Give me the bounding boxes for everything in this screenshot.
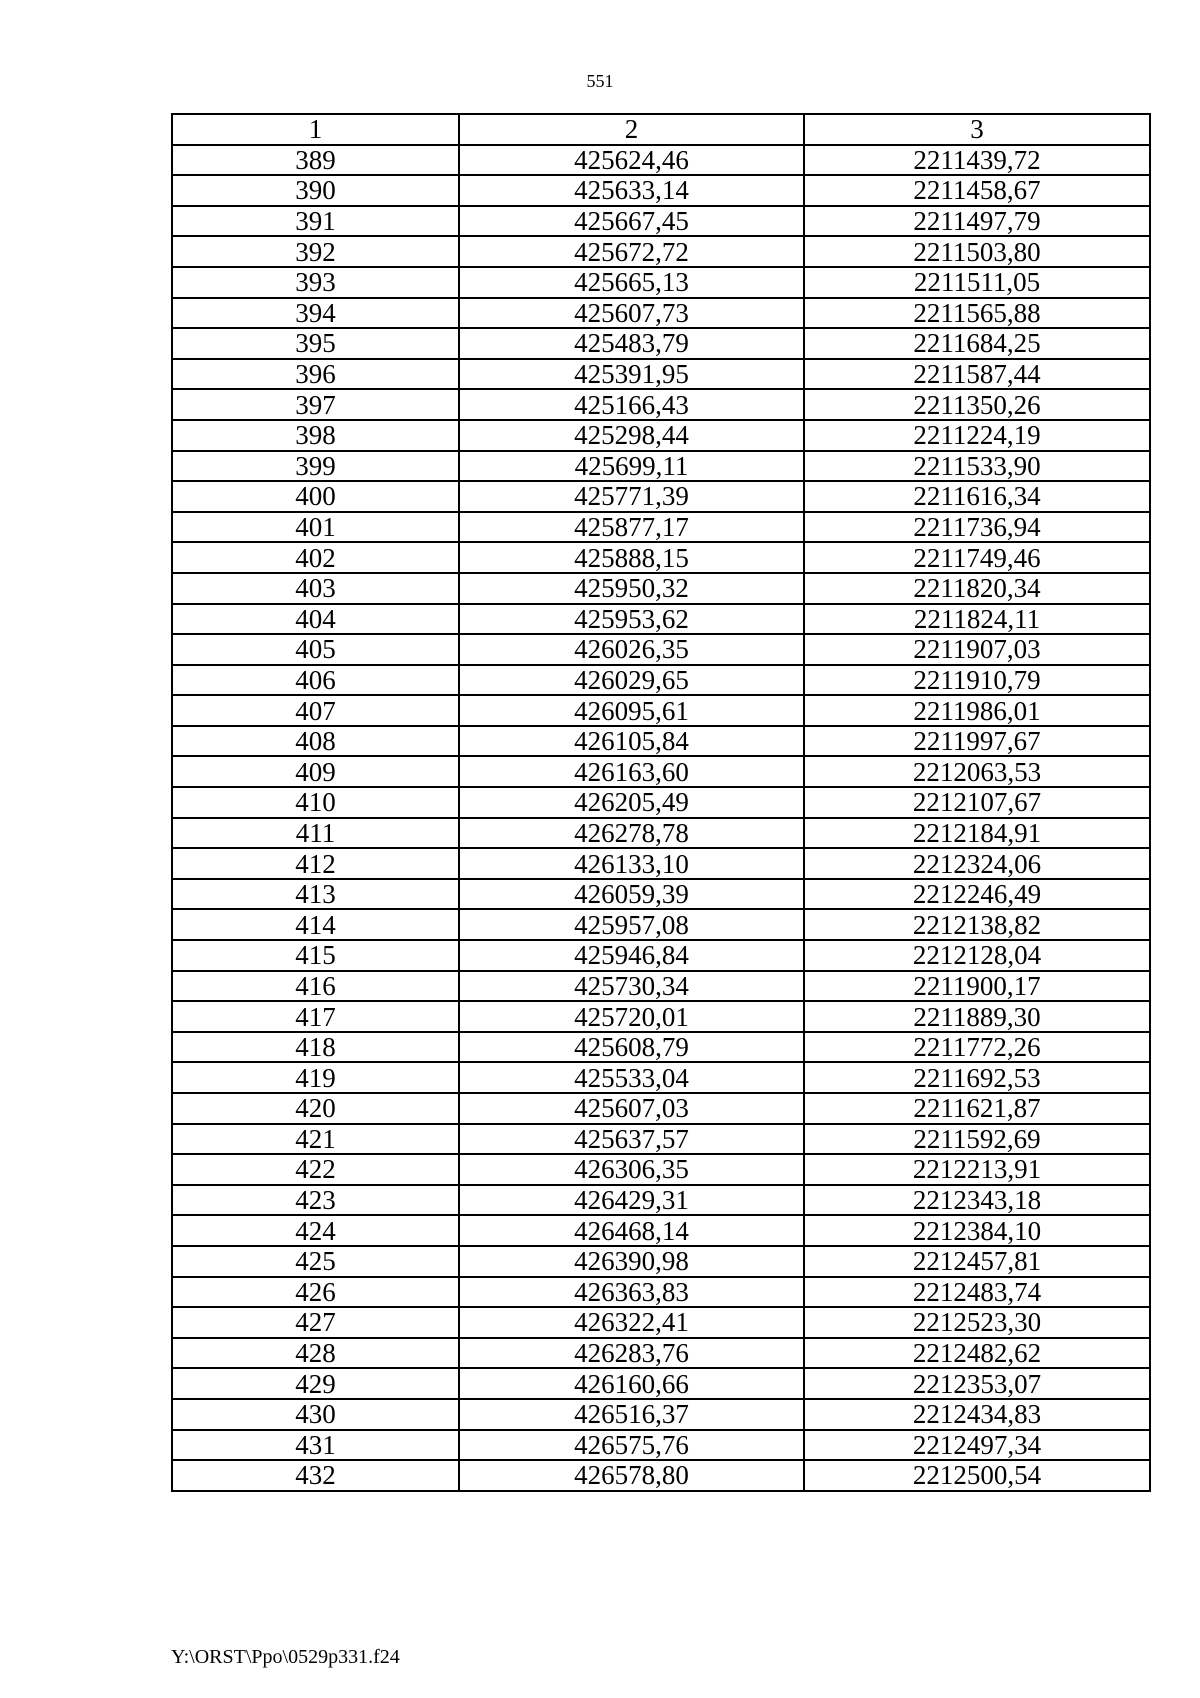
point-number-cell: 409 <box>172 756 459 787</box>
point-number-cell: 398 <box>172 420 459 451</box>
point-number-cell: 421 <box>172 1124 459 1155</box>
point-number-cell: 417 <box>172 1001 459 1032</box>
point-number-cell: 406 <box>172 665 459 696</box>
point-number-cell: 400 <box>172 481 459 512</box>
x-coordinate-cell: 425672,72 <box>459 236 804 267</box>
y-coordinate-cell: 2212138,82 <box>804 909 1150 940</box>
point-number-cell: 418 <box>172 1032 459 1063</box>
point-number-cell: 393 <box>172 267 459 298</box>
y-coordinate-cell: 2212184,91 <box>804 818 1150 849</box>
table-row <box>172 1338 1150 1369</box>
table-row <box>172 512 1150 543</box>
table-row <box>172 634 1150 665</box>
y-coordinate-cell: 2211997,67 <box>804 726 1150 757</box>
y-coordinate-cell: 2212457,81 <box>804 1246 1150 1277</box>
table-row <box>172 756 1150 787</box>
point-number-cell: 413 <box>172 879 459 910</box>
table-row <box>172 389 1150 420</box>
y-coordinate-cell: 2212213,91 <box>804 1154 1150 1185</box>
table-row <box>172 359 1150 390</box>
table-row <box>172 542 1150 573</box>
point-number-cell: 426 <box>172 1277 459 1308</box>
x-coordinate-cell: 425483,79 <box>459 328 804 359</box>
y-coordinate-cell: 2212483,74 <box>804 1277 1150 1308</box>
table-row <box>172 971 1150 1002</box>
point-number-cell: 416 <box>172 971 459 1002</box>
y-coordinate-cell: 2212500,54 <box>804 1460 1150 1491</box>
y-coordinate-cell: 2211533,90 <box>804 451 1150 482</box>
x-coordinate-cell: 425624,46 <box>459 145 804 176</box>
table-row <box>172 1062 1150 1093</box>
point-number-cell: 431 <box>172 1430 459 1461</box>
point-number-cell: 422 <box>172 1154 459 1185</box>
x-coordinate-cell: 426105,84 <box>459 726 804 757</box>
point-number-cell: 428 <box>172 1338 459 1369</box>
point-number-cell: 397 <box>172 389 459 420</box>
point-number-cell: 408 <box>172 726 459 757</box>
y-coordinate-cell: 2211910,79 <box>804 665 1150 696</box>
x-coordinate-cell: 426429,31 <box>459 1185 804 1216</box>
x-coordinate-cell: 425633,14 <box>459 175 804 206</box>
coordinates-table <box>171 113 1151 1492</box>
point-number-cell: 405 <box>172 634 459 665</box>
table-row <box>172 879 1150 910</box>
x-coordinate-cell: 426306,35 <box>459 1154 804 1185</box>
x-coordinate-cell: 425533,04 <box>459 1062 804 1093</box>
table-body <box>172 145 1150 1491</box>
y-coordinate-cell: 2211616,34 <box>804 481 1150 512</box>
y-coordinate-cell: 2211350,26 <box>804 389 1150 420</box>
point-number-cell: 414 <box>172 909 459 940</box>
table-header-row <box>172 114 1150 145</box>
table-row <box>172 451 1150 482</box>
table-row <box>172 1154 1150 1185</box>
x-coordinate-cell: 425607,03 <box>459 1093 804 1124</box>
point-number-cell: 419 <box>172 1062 459 1093</box>
point-number-cell: 394 <box>172 298 459 329</box>
y-coordinate-cell: 2211749,46 <box>804 542 1150 573</box>
point-number-cell: 390 <box>172 175 459 206</box>
x-coordinate-cell: 426205,49 <box>459 787 804 818</box>
x-coordinate-cell: 425877,17 <box>459 512 804 543</box>
y-coordinate-cell: 2211820,34 <box>804 573 1150 604</box>
table-row <box>172 206 1150 237</box>
table-row <box>172 818 1150 849</box>
x-coordinate-cell: 425950,32 <box>459 573 804 604</box>
y-coordinate-cell: 2211587,44 <box>804 359 1150 390</box>
point-number-cell: 392 <box>172 236 459 267</box>
x-coordinate-cell: 425637,57 <box>459 1124 804 1155</box>
y-coordinate-cell: 2211692,53 <box>804 1062 1150 1093</box>
y-coordinate-cell: 2212324,06 <box>804 848 1150 879</box>
table-row <box>172 695 1150 726</box>
point-number-cell: 432 <box>172 1460 459 1491</box>
x-coordinate-cell: 426322,41 <box>459 1307 804 1338</box>
column-header-2: 2 <box>459 114 804 145</box>
point-number-cell: 391 <box>172 206 459 237</box>
y-coordinate-cell: 2211458,67 <box>804 175 1150 206</box>
point-number-cell: 396 <box>172 359 459 390</box>
table-row <box>172 1368 1150 1399</box>
x-coordinate-cell: 425166,43 <box>459 389 804 420</box>
x-coordinate-cell: 425391,95 <box>459 359 804 390</box>
y-coordinate-cell: 2211772,26 <box>804 1032 1150 1063</box>
x-coordinate-cell: 426390,98 <box>459 1246 804 1277</box>
point-number-cell: 427 <box>172 1307 459 1338</box>
x-coordinate-cell: 426095,61 <box>459 695 804 726</box>
point-number-cell: 424 <box>172 1215 459 1246</box>
x-coordinate-cell: 425953,62 <box>459 604 804 635</box>
table-row <box>172 573 1150 604</box>
table-row <box>172 1307 1150 1338</box>
y-coordinate-cell: 2211889,30 <box>804 1001 1150 1032</box>
table-row <box>172 1032 1150 1063</box>
table-row <box>172 145 1150 176</box>
y-coordinate-cell: 2212343,18 <box>804 1185 1150 1216</box>
y-coordinate-cell: 2212482,62 <box>804 1338 1150 1369</box>
table-row <box>172 1246 1150 1277</box>
x-coordinate-cell: 426578,80 <box>459 1460 804 1491</box>
point-number-cell: 411 <box>172 818 459 849</box>
y-coordinate-cell: 2211503,80 <box>804 236 1150 267</box>
point-number-cell: 429 <box>172 1368 459 1399</box>
table-row <box>172 1185 1150 1216</box>
x-coordinate-cell: 425888,15 <box>459 542 804 573</box>
y-coordinate-cell: 2211224,19 <box>804 420 1150 451</box>
y-coordinate-cell: 2212434,83 <box>804 1399 1150 1430</box>
x-coordinate-cell: 425607,73 <box>459 298 804 329</box>
table-row <box>172 1277 1150 1308</box>
point-number-cell: 412 <box>172 848 459 879</box>
point-number-cell: 402 <box>172 542 459 573</box>
x-coordinate-cell: 425608,79 <box>459 1032 804 1063</box>
table-row <box>172 604 1150 635</box>
table-row <box>172 909 1150 940</box>
table-row <box>172 420 1150 451</box>
point-number-cell: 410 <box>172 787 459 818</box>
x-coordinate-cell: 426516,37 <box>459 1399 804 1430</box>
x-coordinate-cell: 425957,08 <box>459 909 804 940</box>
table-row <box>172 787 1150 818</box>
table-row <box>172 236 1150 267</box>
table-row <box>172 328 1150 359</box>
table-row <box>172 175 1150 206</box>
table-row <box>172 1001 1150 1032</box>
y-coordinate-cell: 2211592,69 <box>804 1124 1150 1155</box>
x-coordinate-cell: 426133,10 <box>459 848 804 879</box>
table-row <box>172 481 1150 512</box>
table-row <box>172 267 1150 298</box>
y-coordinate-cell: 2211986,01 <box>804 695 1150 726</box>
table-row <box>172 1460 1150 1491</box>
y-coordinate-cell: 2212497,34 <box>804 1430 1150 1461</box>
y-coordinate-cell: 2212384,10 <box>804 1215 1150 1246</box>
point-number-cell: 395 <box>172 328 459 359</box>
y-coordinate-cell: 2211511,05 <box>804 267 1150 298</box>
y-coordinate-cell: 2212523,30 <box>804 1307 1150 1338</box>
table-row <box>172 848 1150 879</box>
y-coordinate-cell: 2212063,53 <box>804 756 1150 787</box>
x-coordinate-cell: 425771,39 <box>459 481 804 512</box>
column-header-3: 3 <box>804 114 1150 145</box>
table-row <box>172 940 1150 971</box>
footer-file-path: Y:\ORST\Ppo\0529p331.f24 <box>171 1646 400 1668</box>
y-coordinate-cell: 2211497,79 <box>804 206 1150 237</box>
point-number-cell: 430 <box>172 1399 459 1430</box>
table-row <box>172 298 1150 329</box>
table-row <box>172 1215 1150 1246</box>
x-coordinate-cell: 425667,45 <box>459 206 804 237</box>
y-coordinate-cell: 2212246,49 <box>804 879 1150 910</box>
column-header-1: 1 <box>172 114 459 145</box>
x-coordinate-cell: 425665,13 <box>459 267 804 298</box>
table-row <box>172 1093 1150 1124</box>
point-number-cell: 415 <box>172 940 459 971</box>
point-number-cell: 404 <box>172 604 459 635</box>
point-number-cell: 403 <box>172 573 459 604</box>
y-coordinate-cell: 2212107,67 <box>804 787 1150 818</box>
point-number-cell: 401 <box>172 512 459 543</box>
table-row <box>172 726 1150 757</box>
x-coordinate-cell: 426026,35 <box>459 634 804 665</box>
y-coordinate-cell: 2211565,88 <box>804 298 1150 329</box>
point-number-cell: 423 <box>172 1185 459 1216</box>
x-coordinate-cell: 426059,39 <box>459 879 804 910</box>
x-coordinate-cell: 425699,11 <box>459 451 804 482</box>
x-coordinate-cell: 426283,76 <box>459 1338 804 1369</box>
table-row <box>172 1124 1150 1155</box>
x-coordinate-cell: 425946,84 <box>459 940 804 971</box>
point-number-cell: 389 <box>172 145 459 176</box>
x-coordinate-cell: 425298,44 <box>459 420 804 451</box>
y-coordinate-cell: 2211900,17 <box>804 971 1150 1002</box>
point-number-cell: 425 <box>172 1246 459 1277</box>
x-coordinate-cell: 426363,83 <box>459 1277 804 1308</box>
y-coordinate-cell: 2211621,87 <box>804 1093 1150 1124</box>
table-row <box>172 665 1150 696</box>
table-row <box>172 1399 1150 1430</box>
x-coordinate-cell: 426163,60 <box>459 756 804 787</box>
y-coordinate-cell: 2211736,94 <box>804 512 1150 543</box>
x-coordinate-cell: 425730,34 <box>459 971 804 1002</box>
x-coordinate-cell: 426278,78 <box>459 818 804 849</box>
x-coordinate-cell: 426468,14 <box>459 1215 804 1246</box>
y-coordinate-cell: 2211439,72 <box>804 145 1150 176</box>
y-coordinate-cell: 2211684,25 <box>804 328 1150 359</box>
point-number-cell: 420 <box>172 1093 459 1124</box>
x-coordinate-cell: 426575,76 <box>459 1430 804 1461</box>
y-coordinate-cell: 2212128,04 <box>804 940 1150 971</box>
y-coordinate-cell: 2211824,11 <box>804 604 1150 635</box>
x-coordinate-cell: 425720,01 <box>459 1001 804 1032</box>
y-coordinate-cell: 2211907,03 <box>804 634 1150 665</box>
x-coordinate-cell: 426160,66 <box>459 1368 804 1399</box>
x-coordinate-cell: 426029,65 <box>459 665 804 696</box>
point-number-cell: 407 <box>172 695 459 726</box>
page-number: 551 <box>586 71 614 91</box>
point-number-cell: 399 <box>172 451 459 482</box>
table-row <box>172 1430 1150 1461</box>
y-coordinate-cell: 2212353,07 <box>804 1368 1150 1399</box>
